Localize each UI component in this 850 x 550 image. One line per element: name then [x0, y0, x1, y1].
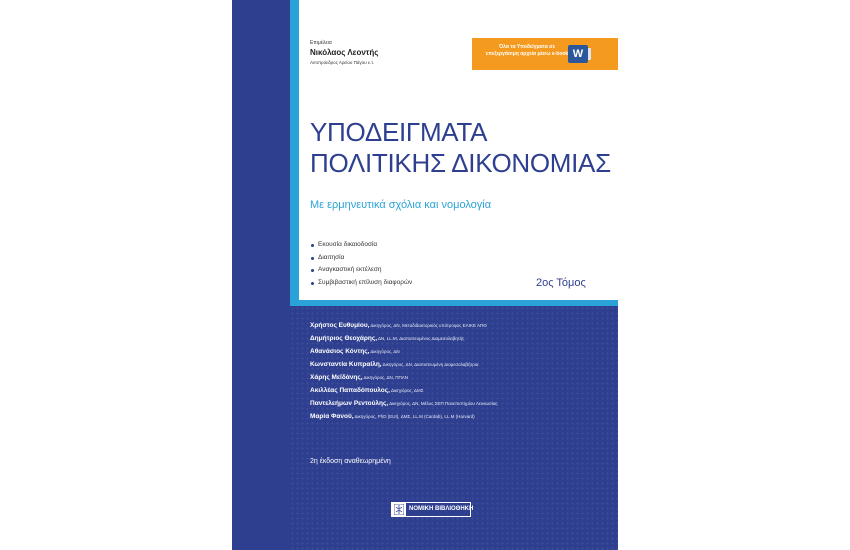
- author-name: Ακιλλέας Παπαδόπουλος,: [310, 387, 390, 394]
- author-row: [310, 348, 498, 361]
- author-row: [310, 335, 498, 348]
- author-row: [310, 374, 498, 387]
- title-line-1: ΥΠΟΔΕΙΓΜΑΤΑ: [310, 117, 488, 147]
- topic-item: Συμβιβαστική επίλυση διαφορών: [310, 277, 412, 290]
- author-name: Αθανάσιος Κόντης,: [310, 348, 370, 355]
- author-credentials: Δικηγόρος, ΔΝ, ΠΠΑΝ: [362, 375, 409, 380]
- author-name: Κωνσταντία Κυπραίλη,: [310, 361, 382, 368]
- author-name: Μαρία Φανού,: [310, 413, 354, 420]
- publisher-logo: [391, 502, 474, 517]
- author-name: Χάρης Μεϊδάνης,: [310, 374, 363, 381]
- topic-item: Εκουσία δικαιοδοσία: [310, 239, 412, 252]
- author-credentials: Δικηγόρος, PhD (EUI), ΔΜΣ, LL.M (Cardab), LL.M (Harvard): [353, 414, 475, 419]
- cover-left-stripe: [232, 0, 290, 550]
- promo-text: Όλα τα Υποδείγματα σε επεξεργάσιμη αρχεία μέσω e-book: [485, 44, 569, 57]
- author-credentials: ΔΝ, LL.M, Διαπιστευμένος Διαμεσολαβητής: [377, 336, 465, 341]
- author-row: [310, 361, 498, 374]
- author-row: [310, 400, 498, 413]
- book-title: [310, 117, 611, 179]
- book-cover: [232, 0, 618, 550]
- topics-list: [310, 239, 412, 289]
- cover-accent-stripe: [290, 0, 299, 300]
- author-credentials: Δικηγόρος, ΔΝ, Μέλος ΣΕΠ Πανεπιστημίου Λευκωσίας: [388, 401, 498, 406]
- author-row: [310, 322, 498, 335]
- author-row: [310, 413, 498, 426]
- author-name: Δημήτριος Θεοχάρης,: [310, 335, 378, 342]
- publisher-emblem-icon: [392, 503, 406, 516]
- authors-list: [310, 322, 498, 426]
- author-name: Παντελεήμων Ρεντούλης,: [310, 400, 389, 407]
- title-line-2: ΠΟΛΙΤΙΚΗΣ ΔΙΚΟΝΟΜΙΑΣ: [310, 148, 611, 178]
- word-icon: W: [568, 45, 588, 63]
- topic-item: Αναγκαστική εκτέλεση: [310, 264, 412, 277]
- author-credentials: Δικηγόρος, ΔΝ, Διαπιστευμένη Διαμεσολαβήτρια: [381, 362, 479, 367]
- author-row: [310, 387, 498, 400]
- author-name: Χρήστος Ευθυμίου,: [310, 322, 370, 329]
- author-credentials: Δικηγόρος, ΔΝ, Μεταδιδακτορικός υπότροφος ΕΛΙΚΕ ΑΠΘ: [369, 323, 487, 328]
- editor-name: Νικόλαος Λεοντής: [310, 48, 379, 57]
- edition-label: 2η έκδοση αναθεωρημένη: [310, 458, 391, 465]
- book-subtitle: Με ερμηνευτικά σχόλια και νομολογία: [310, 199, 492, 211]
- topic-item: Διαιτησία: [310, 252, 412, 265]
- volume-label: 2ος Τόμος: [536, 277, 586, 289]
- author-credentials: Δικηγόρος, ΔΝ: [369, 349, 400, 354]
- editor-role: Αντιπρόεδρος Αρείου Πάγου ε.τ.: [310, 60, 375, 65]
- editor-label: Επιμέλεια: [310, 40, 332, 46]
- author-credentials: Δικηγόρος, ΔΜΣ: [389, 388, 424, 393]
- ebook-promo-badge: [472, 38, 618, 70]
- publisher-name: ΝΟΜΙΚΗ ΒΙΒΛΙΟΘΗΚΗ: [409, 506, 474, 512]
